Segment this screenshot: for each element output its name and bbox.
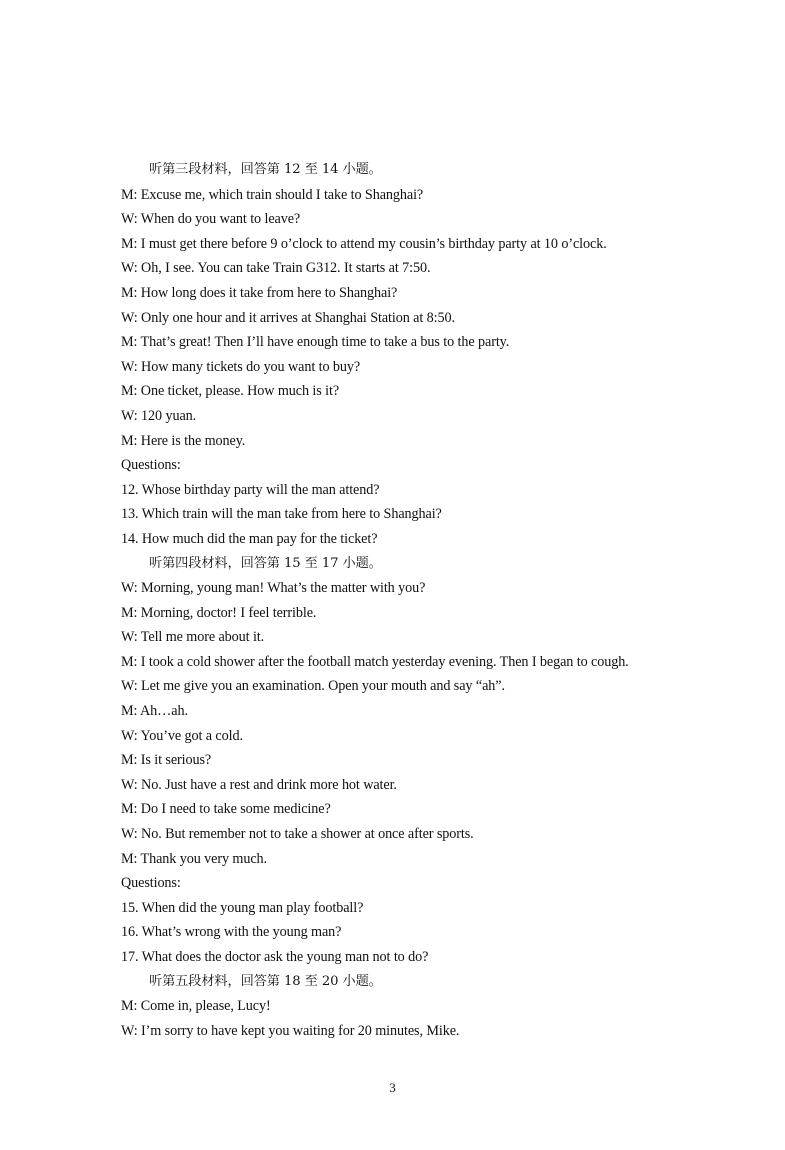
transcript-line: M: How long does it take from here to Shanghai? xyxy=(121,284,398,301)
transcript-line: 17. What does the doctor ask the young man not to do? xyxy=(121,949,429,965)
section-heading: 听第五段材料，回答第 18 至 20 小题。 xyxy=(149,973,382,989)
transcript-line: W: How many tickets do you want to buy? xyxy=(121,358,361,375)
transcript-line: W: Only one hour and it arrives at Shanghai Station at 8:50. xyxy=(121,309,455,326)
transcript-line: 15. When did the young man play football? xyxy=(121,899,364,916)
transcript-line: W: Morning, young man! What’s the matter with you? xyxy=(121,580,426,597)
transcript-line: W: Tell me more about it. xyxy=(121,629,265,646)
transcript-line: W: I’m sorry to have kept you waiting for 20 minutes, Mike. xyxy=(121,1022,460,1039)
transcript-line: M: Excuse me, which train should I take to Shanghai? xyxy=(121,186,424,203)
transcript-line: W: 120 yuan. xyxy=(121,407,197,424)
transcript-line: M: Thank you very much. xyxy=(121,850,267,867)
transcript-line: Questions: xyxy=(121,457,181,474)
transcript-line: W: Let me give you an examination. Open your mouth and say “ah”. xyxy=(121,678,505,695)
transcript-line: 14. How much did the man pay for the ticket? xyxy=(121,530,378,547)
section-heading: 听第四段材料，回答第 15 至 17 小题。 xyxy=(149,555,382,571)
page-number: 3 xyxy=(389,1080,396,1095)
transcript-line: M: I must get there before 9 o’clock to attend my cousin’s birthday party at 10 o’clock. xyxy=(121,235,607,252)
transcript-line: M: Come in, please, Lucy! xyxy=(121,998,271,1015)
transcript-line: W: No. But remember not to take a shower at once after sports. xyxy=(121,826,474,843)
transcript-line: 13. Which train will the man take from here to Shanghai? xyxy=(121,506,442,523)
transcript-line: 12. Whose birthday party will the man attend? xyxy=(121,481,380,498)
transcript-line: M: I took a cold shower after the football match yesterday evening. Then I began to cough. xyxy=(121,653,629,670)
transcript-line: Questions: xyxy=(121,875,181,892)
transcript-line: W: When do you want to leave? xyxy=(121,211,301,228)
transcript-line: M: Is it serious? xyxy=(121,752,212,769)
section-heading: 听第三段材料，回答第 12 至 14 小题。 xyxy=(149,162,382,177)
transcript-line: W: You’ve got a cold. xyxy=(121,727,243,744)
transcript-body xyxy=(121,158,751,1043)
transcript-line: 16. What’s wrong with the young man? xyxy=(121,924,342,941)
transcript-line: M: Do I need to take some medicine? xyxy=(121,801,331,818)
transcript-line: M: Ah…ah. xyxy=(121,703,188,720)
transcript-line: M: One ticket, please. How much is it? xyxy=(121,383,340,400)
transcript-line: W: Oh, I see. You can take Train G312. It starts at 7:50. xyxy=(121,260,431,277)
transcript-line: M: That’s great! Then I’ll have enough time to take a bus to the party. xyxy=(121,334,510,351)
transcript-line: M: Here is the money. xyxy=(121,432,246,449)
transcript-line: M: Morning, doctor! I feel terrible. xyxy=(121,604,317,621)
transcript-line: W: No. Just have a rest and drink more hot water. xyxy=(121,776,397,793)
